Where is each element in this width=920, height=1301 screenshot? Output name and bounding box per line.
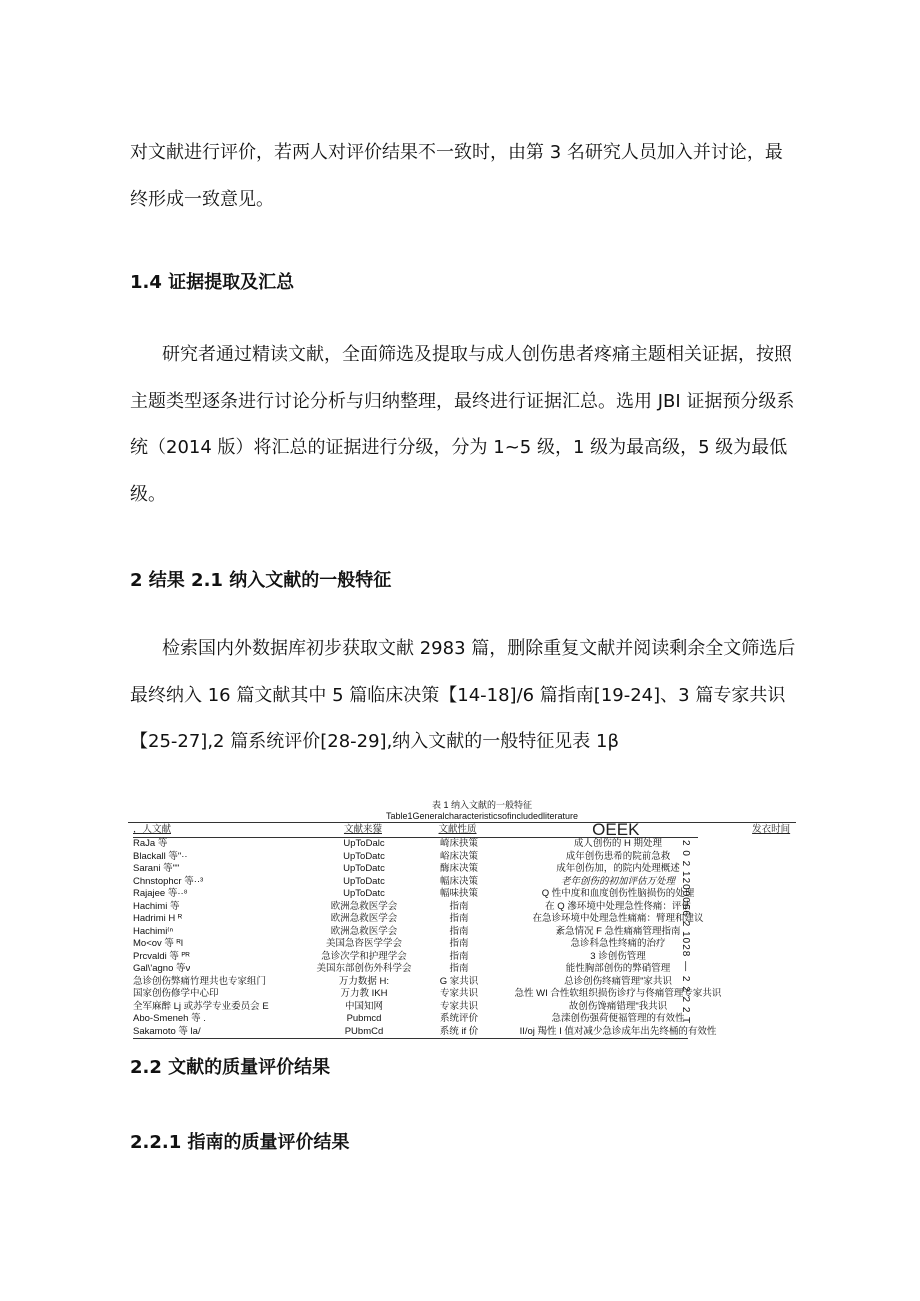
cell-author: Chnstophcr 等··³ [133,875,204,887]
cell-topic: 故创伤馋痛错理"我共识 [568,1000,668,1012]
table-row [128,913,796,926]
table-row [128,851,796,864]
cell-topic: II/oj 羯性 I 值对减少急诊成年出先终桶的有效性 [519,1025,717,1037]
header-topic: OEEK [592,820,640,839]
cell-topic: 在急诊环境中处理急性痛痛：臂理和建议 [532,913,704,924]
cell-author: 急诊创伤弊痛竹理共也专家组门 [133,975,267,987]
table-row [128,1013,796,1026]
heading-2-2: 2.2 文献的质量评价结果 [130,1057,331,1078]
cell-topic: 3 诊创伤管理 [590,950,646,962]
cell-topic: 急性 WI 合性软组织损伤诊疗与佟痛管理专家共识 [514,988,722,999]
table-row [128,963,796,976]
table-title-cn: 表 1 纳入文献的一般特征 [431,800,532,810]
cell-author: Mo<ov 等 ᴿl [133,938,183,949]
table-row [128,901,796,914]
cell-author: Hachimi 等 [133,900,180,912]
header-author: ，人文献 [133,824,172,835]
cell-source: 欧洲急救医学会 [330,913,398,924]
header-type: 文献性质 [438,824,477,835]
heading-1-4: 1.4 证据提取及汇总 [130,272,295,293]
cell-source: 美国急咨医学学会 [325,938,402,949]
cell-author: Prcvaldi 等 ᴾᴿ [133,950,190,962]
cell-type: 幅味抉策 [439,888,478,899]
cell-source: UpToDatc [343,875,385,887]
cell-type: 指南 [449,963,469,974]
cell-source: 万力数据 H: [338,975,390,987]
cell-author: Sarani 等"" [133,863,180,874]
cell-type: 指南 [449,925,469,937]
cell-author: Blackall 等"·· [133,850,188,862]
table-row [128,938,796,951]
cell-author: Hadrimi H ᴿ [133,913,183,924]
cell-source: UpToDatc [343,850,385,862]
cell-source: 欧洲急救医学会 [330,925,398,937]
table-row [128,951,796,964]
heading-2-2-1: 2.2.1 指南的质量评价结果 [130,1132,350,1153]
cell-type: 指南 [449,950,469,962]
table-row [128,926,796,939]
table-row [128,1001,796,1014]
cell-type: 系统评价 [439,1013,478,1024]
cell-author: 国家创伤修学中心印 [133,988,219,999]
header-source: 文献来獴 [343,824,382,835]
cell-source: UpToDatc [343,888,385,899]
cell-source: 美国东部创伤外科学会 [316,963,412,974]
cell-topic: Q 性中度和血度创伤性脑损伤的处理 [541,888,695,899]
cell-topic: 急诊科急性终痛的治疗 [570,938,666,949]
table-row [128,988,796,1001]
paragraph-evidence-extraction: 研究者通过精读文献，全面筛选及提取与成人创伤患者疼痛主题相关证据，按照主题类型逐条进行讨论分析与归纳整理，最终进行证据汇总。选用 JBI 证据预分级系统（2014 版）将汇总的证据进行分级，分为 1~5 级，1 级为最高级，5 级为最低级。 [130,344,795,505]
cell-type: 酶床决策 [439,863,478,874]
cell-type: G 家共识 [439,975,479,987]
table-row [128,888,796,901]
cell-author: Hachimi⁽ⁿ [133,925,174,937]
cell-author: 全军麻醉 Lj 或苏学专业委员会 E [133,1000,269,1012]
cell-type: 指南 [449,900,469,912]
cell-topic: 老年创伤的初加评估万处理 [560,875,675,887]
cell-author: Sakamoto 等 la/ [133,1025,201,1037]
heading-2-results: 2 结果 2.1 纳入文献的一般特征 [130,570,392,591]
cell-topic: 总诊创伤终痛管理"家共识 [564,975,672,987]
cell-topic: 成年创伤患希的院前急救 [565,850,671,862]
cell-topic: 急滦创伤强荷便福管理的有效性 [551,1013,685,1024]
cell-type: 峪床决策 [439,850,478,862]
header-date: 发衣时间 [752,824,791,835]
cell-type: 专家共识 [439,1000,478,1012]
table-row [128,876,796,889]
cell-author: Gal\'agno 等ν [133,963,191,974]
cell-type: 指南 [449,913,469,924]
cell-type: 指南 [449,938,469,949]
literature-table [128,800,796,1039]
table-title-en: Table1Generalcharacteristicsofincludedliterature [385,811,579,821]
table-header-row [128,820,796,839]
cell-type: 系统 if 价 [439,1025,479,1037]
cell-topic: 能性胸部创伤的弊硝管理 [565,963,671,974]
cell-type: 专家共识 [439,988,478,999]
table-row [128,1026,796,1039]
cell-source: 欧洲急救医学会 [330,900,398,912]
cell-type: 崎床抉策 [439,838,478,849]
cell-source: 急诊次学和护理学会 [321,950,407,962]
cell-topic: 在 Q 滲环境中处理急性佟痛：评估 [545,900,691,912]
cell-author: Rajajee 等··⁸ [133,888,188,899]
cell-source: 中国知网 [344,1000,383,1012]
cell-author: RaJa 等 [133,838,168,849]
cell-author: Abo-Smeneh 等 . [133,1013,206,1024]
table-row [128,863,796,876]
cell-source: Pubmcd [346,1013,382,1024]
cell-source: UpToDalc [343,838,385,849]
cell-topic: 紊急情况 F 急性痛痛管理指南 [555,925,681,937]
table-row [128,976,796,989]
cell-source: 万力教 IKH [340,988,388,999]
paragraph-literature-characteristics: 检索国内外数据库初步获取文献 2983 篇，删除重复文献并阅读剩余全文筛选后最终纳入 16 篇文献其中 5 篇临床决策【14-18]/6 篇指南[19-24]、3 篇专家共识【25-27],2 篇系统评价[28-29],纳入文献的一般特征见表 1β [130,638,796,752]
cell-source: UpToDatc [343,863,385,874]
cell-topic: 成人创伤的 H 期处理 [573,838,663,849]
cell-source: PUbmCd [344,1025,384,1037]
table-row [128,838,796,851]
publication-dates: 2 0 2 1200066 2 1028 — 2 2 2 2 T [680,840,691,1025]
paragraph-evaluation: 对文献进行评价，若两人对评价结果不一致时，由第 3 名研究人员加入并讨论，最终形成一致意见。 [130,142,783,210]
cell-type: 幅床决策 [439,875,478,887]
cell-topic: 成年创伤加，的院内处理概述 [556,863,680,874]
